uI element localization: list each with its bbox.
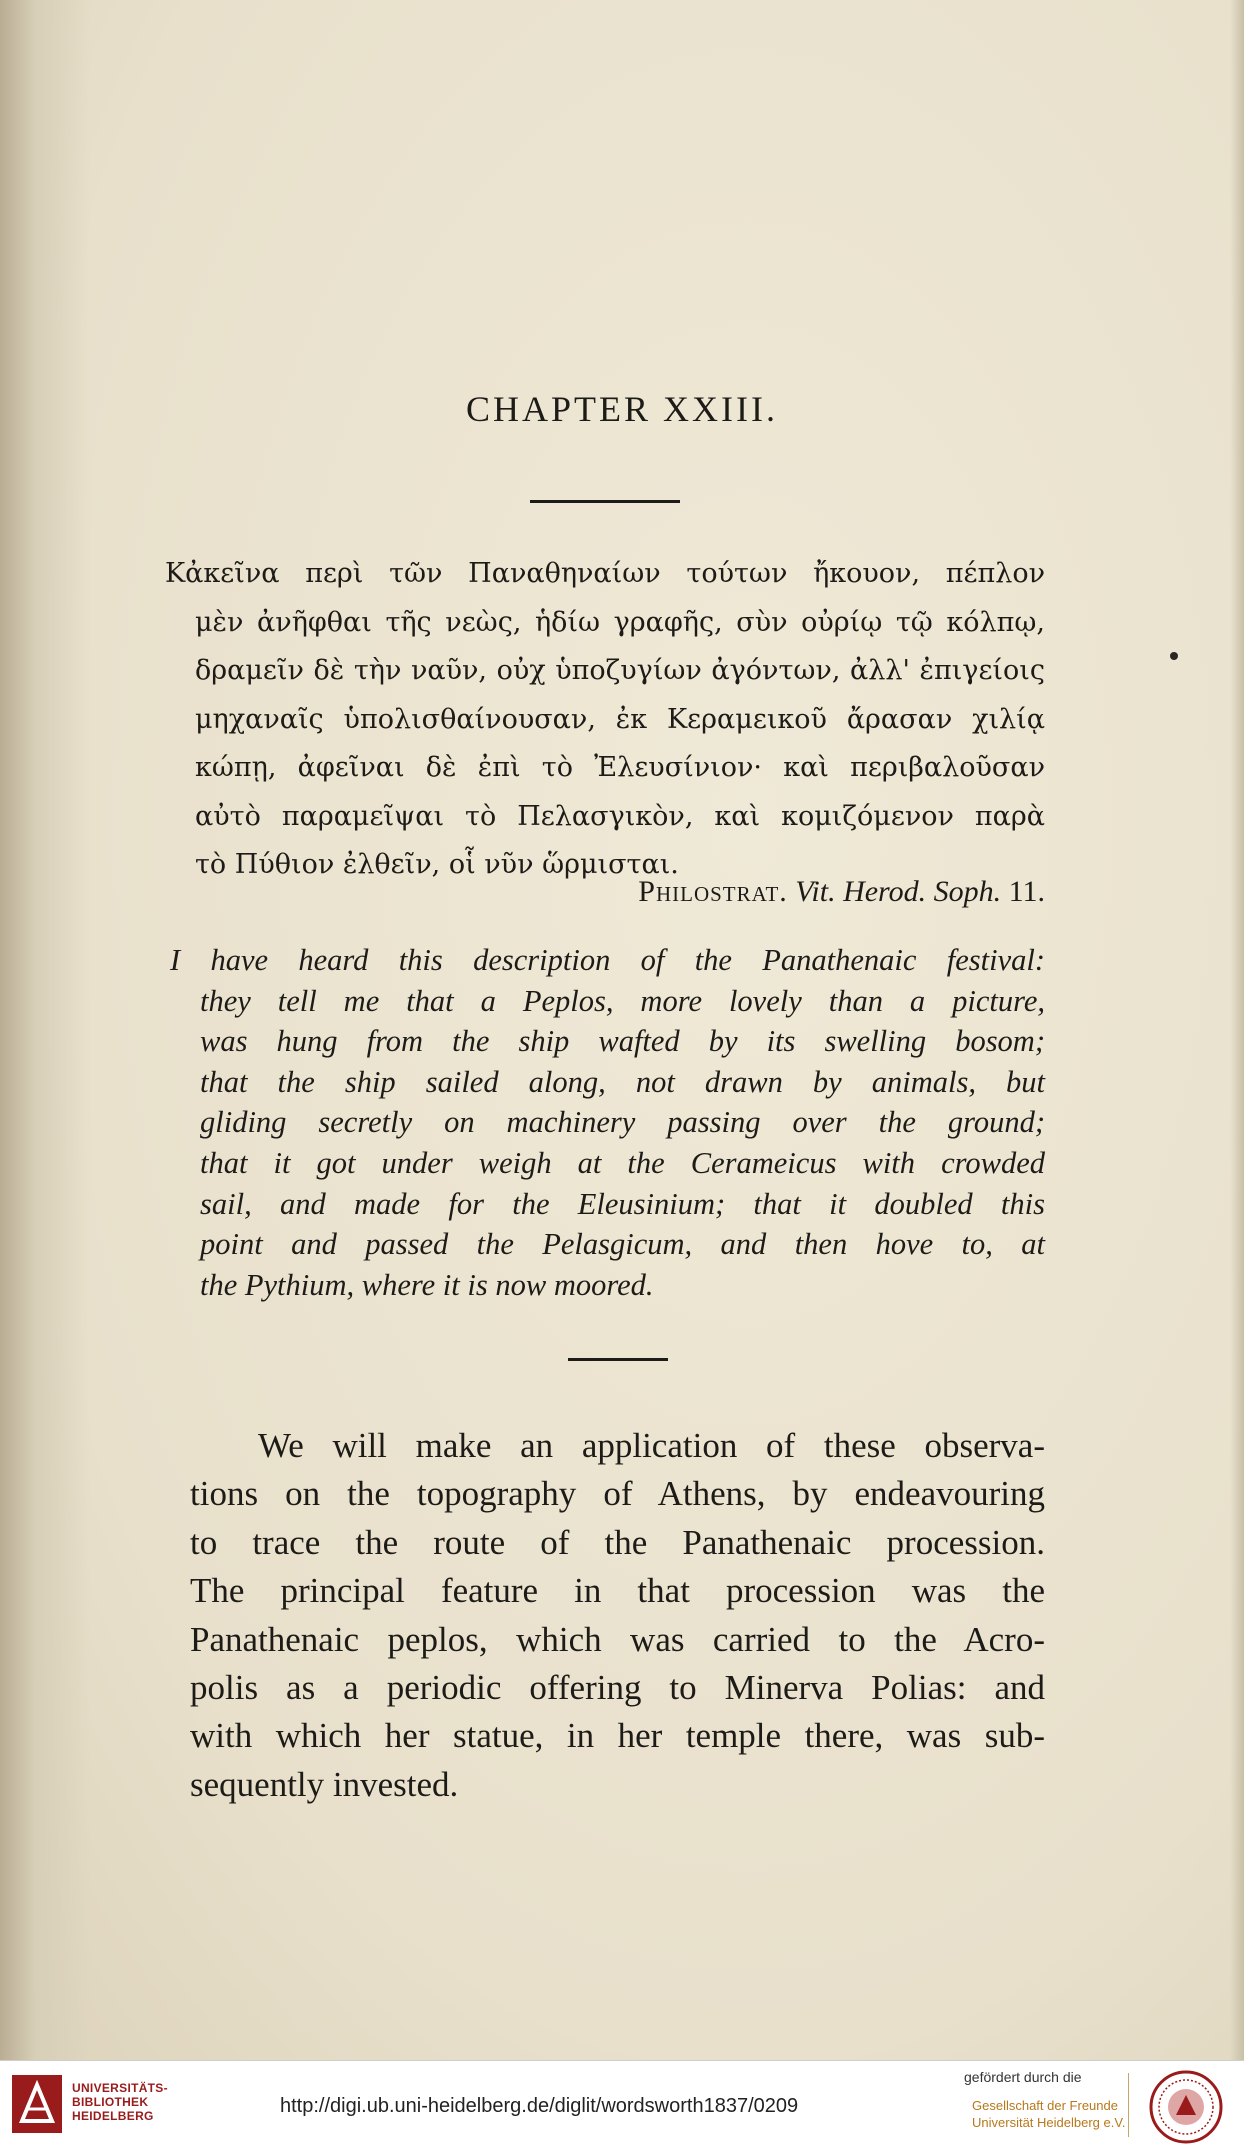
library-name-line: HEIDELBERG	[72, 2109, 154, 2123]
sponsor-name[interactable]	[972, 2097, 1125, 2131]
margin-mark	[1170, 652, 1178, 660]
body-line: sequently invested.	[190, 1764, 459, 1804]
body-line: to trace the route of the Panathenaic procession.	[190, 1522, 1045, 1562]
greek-line: δραμεῖν δὲ τὴν ναῦν, οὐχ ὑποζυγίων ἀγόντων, ἀλλ' ἐπιγείοις	[195, 655, 1045, 686]
greek-line: κώπῃ, ἀφεῖναι δὲ ἐπὶ τὸ Ἐλευσίνιον· καὶ περιβαλοῦσαν	[195, 752, 1045, 783]
epigraph-citation	[560, 875, 1045, 909]
page-gutter-shadow	[0, 0, 90, 2060]
footer-divider	[1128, 2073, 1129, 2137]
citation-section: 11.	[1008, 875, 1045, 908]
greek-epigraph	[165, 550, 1045, 890]
chapter-heading: CHAPTER XXIII.	[466, 389, 778, 429]
body-line: We will make an application of these observa-	[258, 1426, 1045, 1465]
citation-author: Philostrat.	[638, 875, 788, 908]
translation-line: point and passed the Pelasgicum, and then hove to, at	[200, 1227, 1045, 1262]
sponsor-name-line: Universität Heidelberg e.V.	[972, 2115, 1126, 2130]
translation-line: was hung from the ship wafted by its swelling bosom;	[200, 1024, 1045, 1059]
body-line: The principal feature in that procession was the	[190, 1571, 1045, 1611]
heading-rule	[530, 500, 680, 503]
greek-line: τὸ Πύθιον ἐλθεῖν, οἷ νῦν ὥρμισται.	[195, 849, 679, 880]
greek-line: μηχαναῖς ὑπολισθαίνουσαν, ἐκ Κεραμεικοῦ ἄρασαν χιλίᾳ	[195, 703, 1045, 735]
sponsor-name-line: Gesellschaft der Freunde	[972, 2098, 1118, 2113]
viewer-footer	[0, 2060, 1244, 2149]
translation-line: that it got under weigh at the Cerameicus with crowded	[200, 1145, 1045, 1180]
library-logo-icon[interactable]	[12, 2075, 62, 2133]
body-line: polis as a periodic offering to Minerva Polias: and	[190, 1668, 1045, 1708]
body-line: with which her statue, in her temple there, was sub-	[190, 1716, 1045, 1756]
body-line: tions on the topography of Athens, by endeavouring	[190, 1474, 1045, 1514]
funded-by-label: gefördert durch die	[964, 2069, 1082, 2085]
greek-line: Κἀκεῖνα περὶ τῶν Παναθηναίων τούτων ἤκουον, πέπλον	[165, 558, 1045, 589]
body-line: Panathenaic peplos, which was carried to the Acro-	[190, 1619, 1045, 1659]
library-name-line: BIBLIOTHEK	[72, 2095, 149, 2109]
translation-line: sail, and made for the Eleusinium; that it doubled this	[200, 1186, 1045, 1221]
citation-work: Vit. Herod. Soph.	[795, 875, 1002, 908]
translation-line: that the ship sailed along, not drawn by animals, but	[200, 1064, 1045, 1099]
translation-line: they tell me that a Peplos, more lovely than a picture,	[200, 983, 1045, 1018]
library-name[interactable]	[72, 2081, 168, 2123]
university-seal-icon[interactable]	[1146, 2069, 1226, 2145]
body-paragraph	[190, 1422, 1045, 1809]
epigraph-translation	[170, 940, 1045, 1305]
library-name-line: UNIVERSITÄTS-	[72, 2081, 168, 2095]
greek-line: αὐτὸ παραμεῖψαι τὸ Πελασγικὸν, καὶ κομιζόμενον παρὰ	[195, 800, 1045, 832]
page-permalink[interactable]: http://digi.ub.uni-heidelberg.de/diglit/wordsworth1837/0209	[280, 2095, 799, 2117]
translation-line: I have heard this description of the Panathenaic festival:	[170, 943, 1045, 977]
section-rule	[568, 1358, 668, 1361]
greek-line: μὲν ἀνῆφθαι τῆς νεὼς, ἡδίω γραφῆς, σὺν οὐρίῳ τῷ κόλπῳ,	[195, 606, 1045, 638]
page-edge-shadow	[1230, 0, 1244, 2060]
translation-line: the Pythium, where it is now moored.	[200, 1267, 654, 1302]
translation-line: gliding secretly on machinery passing over the ground;	[200, 1105, 1045, 1140]
